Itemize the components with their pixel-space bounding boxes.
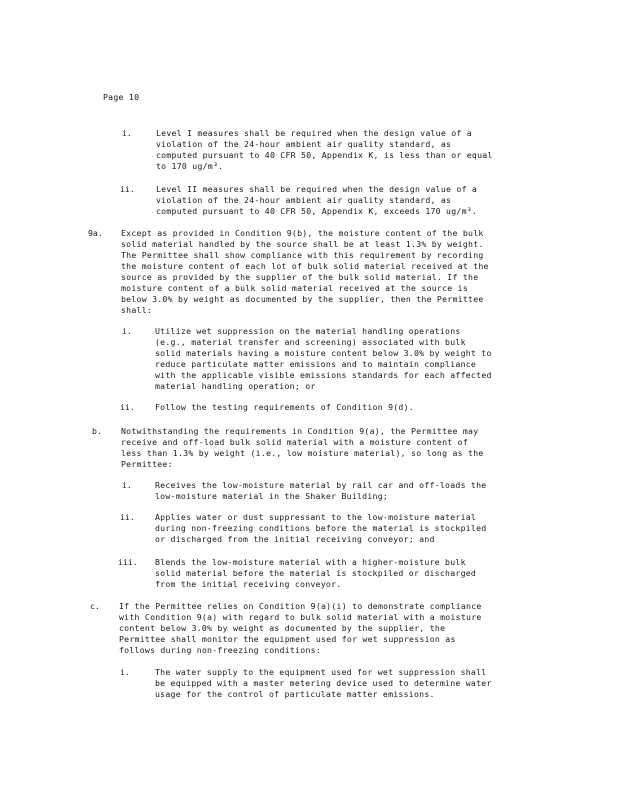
level-i-label: i. <box>122 128 132 138</box>
condition-c-item-i-line: The water supply to the equipment used for wet suppression shall <box>155 667 487 677</box>
condition-b-line: less than 1.3% by weight (i.e., low moisture material), so long as the <box>121 448 484 458</box>
condition-9a-line: moisture content of a bulk solid material received at the source is <box>121 283 469 293</box>
condition-9a-item-i-line: (e.g., material transfer and screening) associated with bulk <box>155 337 466 347</box>
level-i-line: computed pursuant to 40 CFR 50, Appendix K, is less than or equal <box>156 150 493 160</box>
condition-b-item-i-label: i. <box>122 480 132 490</box>
condition-b-item-iii-line: from the initial receiving conveyor. <box>155 579 342 589</box>
condition-9a-label: 9a. <box>88 228 103 238</box>
condition-c-label: c. <box>90 601 100 611</box>
condition-9a-item-i-line: Utilize wet suppression on the material handling operations <box>155 326 461 336</box>
condition-9a-line: the moisture content of each lot of bulk solid material received at the <box>121 261 489 271</box>
condition-9a-line: source as provided by the supplier of the bulk solid material. If the <box>121 272 479 282</box>
condition-c-line: If the Permittee relies on Condition 9(a)(i) to demonstrate compliance <box>119 601 482 611</box>
level-ii-line: Level II measures shall be required when the design value of a <box>156 184 478 194</box>
condition-9a-item-ii-label: ii. <box>120 402 135 412</box>
condition-b-item-ii-label: ii. <box>120 512 135 522</box>
level-ii-line: computed pursuant to 40 CFR 50, Appendix K, exceeds 170 ug/m³. <box>156 206 478 216</box>
condition-b-item-i-line: low-moisture material in the Shaker Building; <box>155 491 389 501</box>
condition-b-item-ii-line: Applies water or dust suppressant to the low-moisture material <box>155 512 477 522</box>
condition-9a-item-i-line: solid materials having a moisture content below 3.0% by weight to <box>155 348 492 358</box>
condition-b-line: receive and off-load bulk solid material with a moisture content of <box>121 437 469 447</box>
level-i-line: violation of the 24-hour ambient air quality standard, as <box>156 139 452 149</box>
level-ii-line: violation of the 24-hour ambient air quality standard, as <box>156 195 452 205</box>
condition-b-item-ii-line: during non-freezing conditions before the material is stockpiled <box>155 523 487 533</box>
condition-9a-line: shall: <box>121 305 153 315</box>
condition-c-item-i-label: i. <box>120 667 130 677</box>
condition-b-item-iii-line: Blends the low-moisture material with a higher-moisture bulk <box>155 557 466 567</box>
level-ii-label: ii. <box>120 184 135 194</box>
condition-b-item-iii-label: iii. <box>118 557 138 567</box>
condition-c-line: with Condition 9(a) with regard to bulk solid material with a moisture <box>119 612 482 622</box>
condition-c-line: content below 3.0% by weight as documented by the supplier, the <box>119 623 446 633</box>
condition-9a-line: Except as provided in Condition 9(b), the moisture content of the bulk <box>121 228 484 238</box>
condition-c-line: Permittee shall monitor the equipment used for wet suppression as <box>119 634 456 644</box>
condition-9a-line: solid material handled by the source shall be at least 1.3% by weight. <box>121 239 484 249</box>
condition-b-line: Notwithstanding the requirements in Condition 9(a), the Permittee may <box>121 426 479 436</box>
page-header: Page 10 <box>103 92 140 102</box>
condition-9a-line: below 3.0% by weight as documented by the supplier, then the Permittee <box>121 294 484 304</box>
condition-b-line: Permittee: <box>121 459 173 469</box>
condition-9a-item-i-label: i. <box>122 326 132 336</box>
level-i-line: Level I measures shall be required when the design value of a <box>156 128 472 138</box>
condition-b-item-ii-line: or discharged from the initial receiving conveyor; and <box>155 534 435 544</box>
condition-c-line: follows during non-freezing conditions: <box>119 645 321 655</box>
condition-9a-item-i-line: reduce particulate matter emissions and to maintain compliance <box>155 359 477 369</box>
condition-c-item-i-line: usage for the control of particulate matter emissions. <box>155 689 435 699</box>
condition-9a-item-i-line: with the applicable visible emissions standards for each affected <box>155 370 492 380</box>
condition-9a-item-ii-line: Follow the testing requirements of Condition 9(d). <box>155 402 414 412</box>
condition-c-item-i-line: be equipped with a master metering device used to determine water <box>155 678 492 688</box>
level-i-line: to 170 ug/m³. <box>156 161 224 171</box>
condition-9a-item-i-line: material handling operation; or <box>155 381 316 391</box>
condition-b-item-iii-line: solid material before the material is stockpiled or discharged <box>155 568 477 578</box>
condition-b-item-i-line: Receives the low-moisture material by rail car and off-loads the <box>155 480 487 490</box>
condition-9a-line: The Permittee shall show compliance with this requirement by recording <box>121 250 484 260</box>
condition-b-label: b. <box>92 426 102 436</box>
